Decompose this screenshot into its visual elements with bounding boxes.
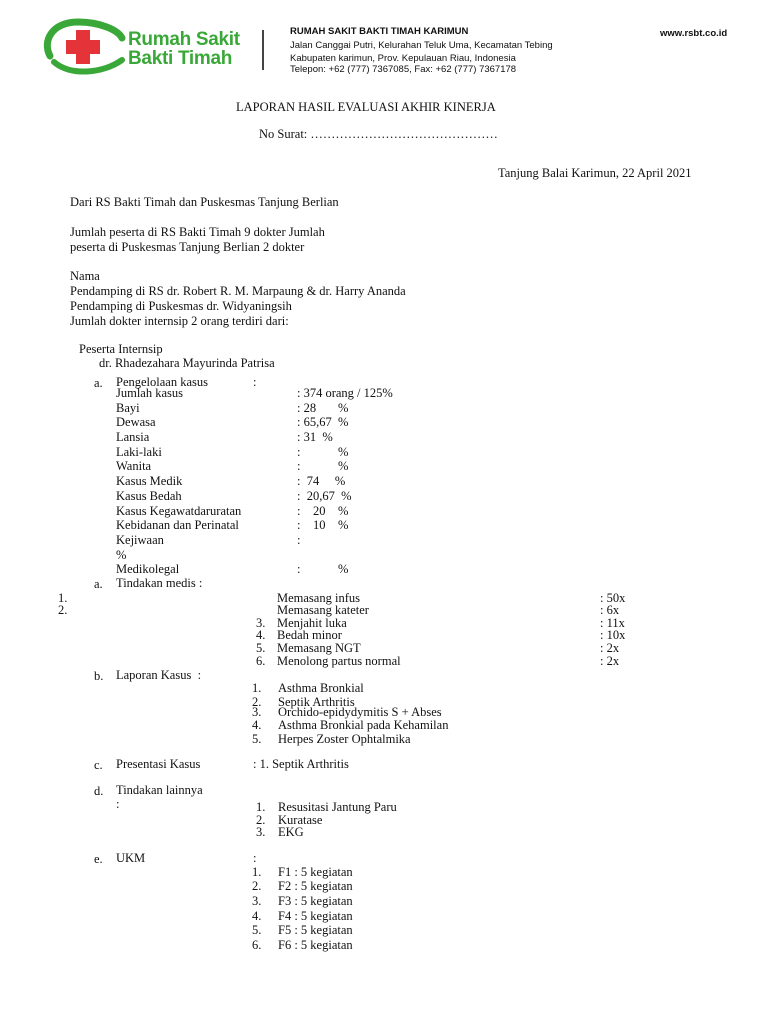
procedure-label: Memasang kateter [277,603,369,617]
case-row-label: Laki-laki [116,445,162,459]
supervisor-hospital: Pendamping di RS dr. Robert R. M. Marpaung & dr. Harry Ananda [70,284,406,298]
ukm-item: F5 : 5 kegiatan [278,923,353,937]
other-procedure-label: Kuratase [278,813,323,827]
report-number: 3. [252,705,262,719]
other-procedure-label: Resusitasi Jantung Paru [278,800,397,814]
report-title: Asthma Bronkial [278,681,364,695]
report-number: 1. [252,681,262,695]
document-title: LAPORAN HASIL EVALUASI AKHIR KINERJA [236,100,496,114]
report-title: Asthma Bronkial pada Kehamilan [278,718,449,732]
case-row-label: Kasus Bedah [116,489,182,503]
report-title: Orchido-epidydymitis S + Abses [278,705,442,719]
report-title: Herpes Zoster Ophtalmika [278,732,411,746]
procedure-label: Bedah minor [277,628,342,642]
case-row-label: Kebidanan dan Perinatal [116,518,239,532]
ukm-item: F1 : 5 kegiatan [278,865,353,879]
procedure-count: : 2x [600,641,620,655]
ukm-item: F4 : 5 kegiatan [278,909,353,923]
procedure-number: 1. [58,591,68,605]
section-heading-colon: : [253,851,257,865]
participant-name: dr. Rhadezahara Mayurinda Patrisa [99,356,275,370]
name-label: Nama [70,269,100,283]
case-row-label: Lansia [116,430,150,444]
section-heading: Laporan Kasus : [116,668,202,682]
case-row-value: : 65,67 % [297,415,349,429]
case-row-value: : 10 % [297,518,349,532]
procedure-label: Memasang infus [277,591,360,605]
procedure-count: : 6x [600,603,620,617]
hospital-cross-icon [40,16,130,78]
case-row-value: : 28 % [297,401,349,415]
hospital-logo [40,16,262,78]
section-marker: c. [94,758,103,772]
ukm-item: F6 : 5 kegiatan [278,938,353,952]
presentation-value: : 1. Septik Arthritis [253,757,349,771]
ukm-number: 4. [252,909,262,923]
procedure-number: 4. [256,628,266,642]
section-heading-colon: : [116,797,120,811]
ukm-number: 6. [252,938,262,952]
logo-text-line2: Bakti Timah [128,48,233,69]
participants-line-2: peserta di Puskesmas Tanjung Berlian 2 dokter [70,240,305,254]
ukm-number: 2. [252,879,262,893]
other-procedure-number: 2. [256,813,266,827]
procedure-number: 3. [256,616,266,630]
participants-line-1: Jumlah peserta di RS Bakti Timah 9 dokter Jumlah [70,225,325,239]
ukm-number: 5. [252,923,262,937]
section-heading: Tindakan medis : [116,576,203,590]
logo-text-line1: Rumah Sakit [128,29,240,50]
case-row-value: : 20 % [297,504,349,518]
from-line: Dari RS Bakti Timah dan Puskesmas Tanjung Berlian [70,195,339,209]
other-procedure-label: EKG [278,825,304,839]
hospital-website[interactable]: www.rsbt.co.id [660,28,728,39]
section-heading-colon: : [253,375,257,389]
procedure-count: : 50x [600,591,626,605]
case-row-label: Bayi [116,401,140,415]
other-procedure-number: 1. [256,800,266,814]
procedure-label: Memasang NGT [277,641,361,655]
case-row-value: : 20,67 % [297,489,352,503]
intern-count: Jumlah dokter internsip 2 orang terdiri dari: [70,314,289,328]
procedure-count: : 10x [600,628,626,642]
ukm-number: 3. [252,894,262,908]
supervisor-puskesmas: Pendamping di Puskesmas dr. Widyaningsih [70,299,292,313]
case-row-value: : % [297,459,349,473]
hospital-address-2: Kabupaten karimun, Prov. Kepulauan Riau, Indonesia [290,53,516,64]
section-marker: a. [94,577,103,591]
report-number: 2. [252,695,262,709]
hospital-address-1: Jalan Canggai Putri, Kelurahan Teluk Uma, Kecamatan Tebing [290,40,553,51]
case-row-value: : % [297,562,349,576]
case-row-label: Kejiwaan [116,533,164,547]
case-row-value: : 74 % [297,474,346,488]
procedure-label: Menolong partus normal [277,654,401,668]
section-marker: d. [94,784,104,798]
case-row-value: : 374 orang / 125% [297,386,393,400]
hospital-phone: Telepon: +62 (777) 7367085, Fax: +62 (777) 7367178 [290,64,517,75]
procedure-number: 6. [256,654,266,668]
section-heading: Tindakan lainnya [116,783,203,797]
letter-date: Tanjung Balai Karimun, 22 April 2021 [498,166,692,180]
section-marker: a. [94,376,103,390]
procedure-number: 5. [256,641,266,655]
case-row-value: : % [297,445,349,459]
ukm-item: F2 : 5 kegiatan [278,879,353,893]
hospital-name: RUMAH SAKIT BAKTI TIMAH KARIMUN [290,26,469,37]
case-row-label: % [116,548,127,562]
report-number: 5. [252,732,262,746]
section-marker: b. [94,669,104,683]
case-row-label: Jumlah kasus [116,386,184,400]
section-heading: UKM [116,851,146,865]
section-heading: Pengelolaan kasus [116,375,208,389]
case-row-label: Kasus Medik [116,474,183,488]
section-heading: Presentasi Kasus [116,757,201,771]
other-procedure-number: 3. [256,825,266,839]
participant-label: Peserta Internsip [79,342,163,356]
case-row-value: : 31 % [297,430,333,444]
header-divider [262,30,264,70]
letter-number: No Surat: ……………………………………… [259,127,498,141]
report-title: Septik Arthritis [278,695,355,709]
procedure-count: : 2x [600,654,620,668]
ukm-number: 1. [252,865,262,879]
case-row-label: Medikolegal [116,562,180,576]
procedure-label: Menjahit luka [277,616,347,630]
case-row-label: Kasus Kegawatdaruratan [116,504,242,518]
ukm-item: F3 : 5 kegiatan [278,894,353,908]
case-row-value: : [297,533,301,547]
case-row-label: Dewasa [116,415,156,429]
report-number: 4. [252,718,262,732]
case-row-label: Wanita [116,459,152,473]
section-marker: e. [94,852,103,866]
procedure-count: : 11x [600,616,625,630]
procedure-number: 2. [58,603,68,617]
